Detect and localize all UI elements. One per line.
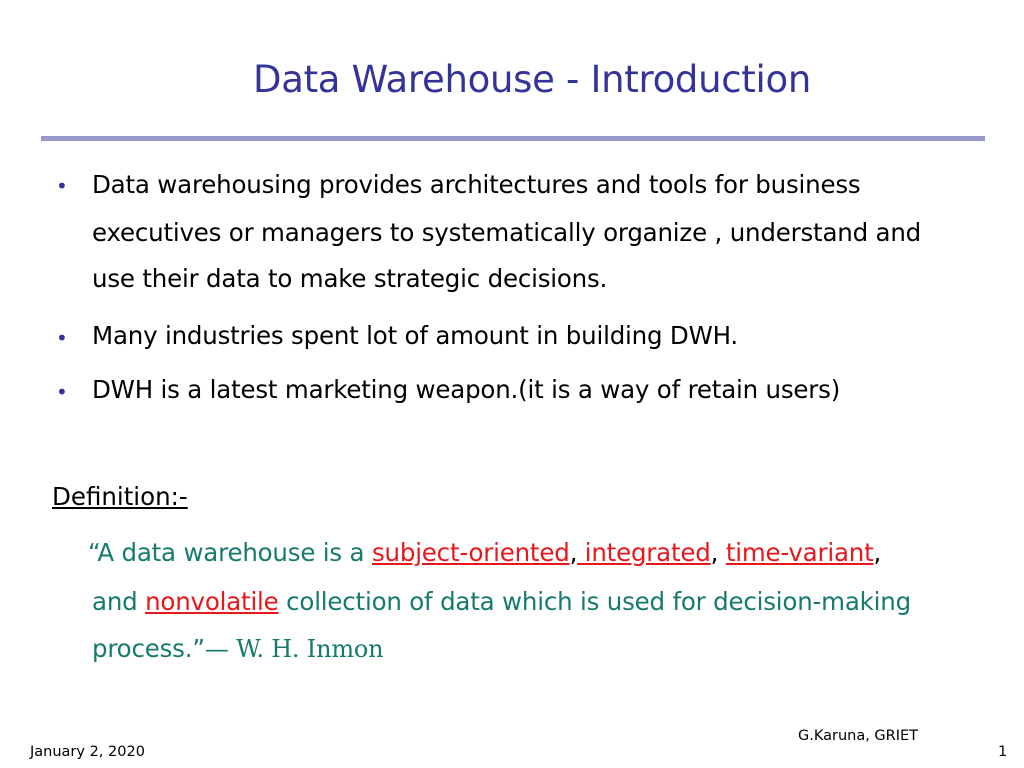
bullet-marker: • — [56, 380, 68, 404]
definition-line-3 — [92, 634, 383, 663]
separator: , — [710, 538, 726, 567]
definition-text: and — [92, 587, 146, 616]
bullet-2-line-1: Many industries spent lot of amount in building DWH. — [92, 321, 738, 350]
definition-line-2 — [92, 587, 911, 616]
definition-label: Definition:- — [52, 482, 188, 511]
footer-date: January 2, 2020 — [30, 744, 145, 760]
separator: , — [873, 538, 882, 567]
definition-text: process.” — [92, 634, 205, 663]
definition-text: collection of data which is used for decision-making — [278, 587, 911, 616]
definition-text: “A data warehouse is a — [88, 538, 372, 567]
term-subject-oriented: subject-oriented — [371, 538, 570, 567]
page-number: 1 — [998, 744, 1008, 760]
title-divider — [41, 136, 985, 141]
bullet-1-line-3: use their data to make strategic decisions. — [92, 264, 608, 293]
bullet-3-line-1: DWH is a latest marketing weapon.(it is a way of retain users) — [92, 375, 841, 404]
definition-line-1 — [88, 538, 881, 567]
term-integrated: integrated — [577, 538, 711, 567]
bullet-marker: • — [56, 174, 68, 198]
separator: , — [569, 538, 578, 567]
quote-author: — W. H. Inmon — [204, 635, 384, 663]
slide-title: Data Warehouse - Introduction — [253, 58, 811, 101]
bullet-1-line-1: Data warehousing provides architectures and tools for business — [92, 170, 861, 199]
term-time-variant: time-variant — [725, 538, 874, 567]
bullet-marker: • — [56, 326, 68, 350]
bullet-1-line-2: executives or managers to systematically organize , understand and — [92, 218, 922, 247]
term-nonvolatile: nonvolatile — [145, 587, 279, 616]
footer-author: G.Karuna, GRIET — [798, 728, 919, 744]
